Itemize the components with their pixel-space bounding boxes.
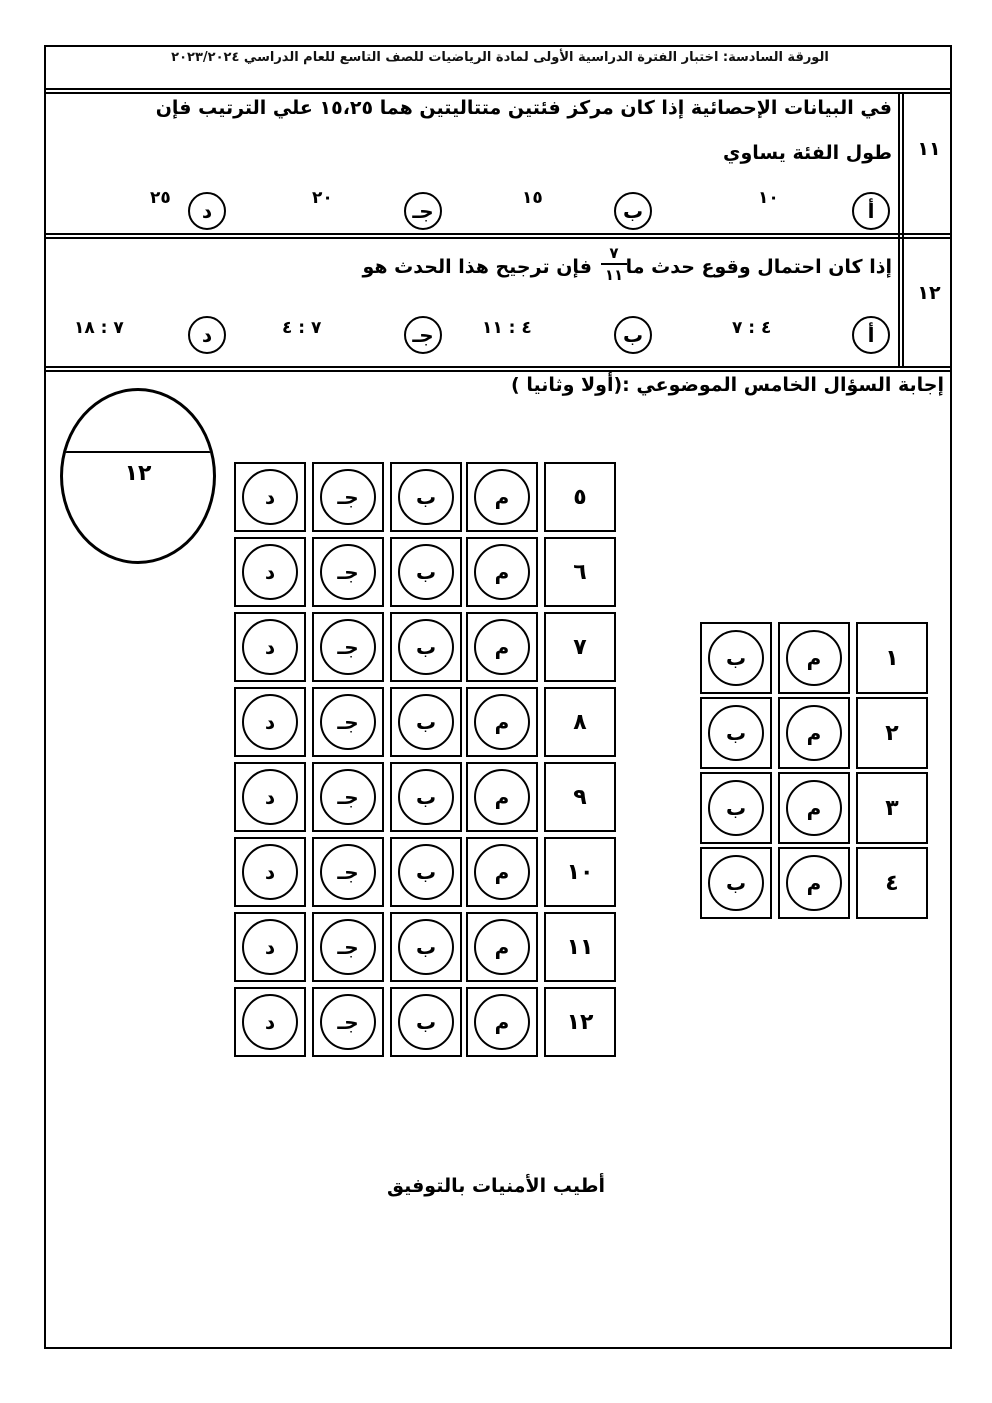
answer-choice-bubble[interactable]: ب	[398, 769, 454, 825]
answer-choice-cell	[778, 622, 850, 694]
answer-choice-bubble[interactable]: ب	[708, 780, 764, 836]
answer-choice-cell	[312, 612, 384, 682]
answer-choice-bubble[interactable]: جـ	[320, 994, 376, 1050]
answer-choice-cell	[234, 462, 306, 532]
option-letter-circle[interactable]: د	[188, 316, 226, 354]
answer-choice-cell	[700, 697, 772, 769]
answer-choice-bubble[interactable]: م	[786, 780, 842, 836]
fraction-numerator: ٧	[601, 244, 627, 265]
option-letter-circle[interactable]: ب	[614, 192, 652, 230]
answer-choice-bubble[interactable]: م	[474, 919, 530, 975]
section-divider-double	[44, 370, 952, 372]
answer-choice-bubble[interactable]: ب	[398, 469, 454, 525]
answer-choice-bubble[interactable]: جـ	[320, 619, 376, 675]
option-value: ١٥	[522, 188, 543, 208]
answer-choice-bubble[interactable]: م	[474, 694, 530, 750]
question-divider-double	[44, 237, 952, 239]
answer-choice-bubble[interactable]: جـ	[320, 844, 376, 900]
answer-choice-bubble[interactable]: م	[786, 630, 842, 686]
answer-choice-cell	[234, 837, 306, 907]
answer-row-number: ٤	[856, 847, 928, 919]
page-header: الورقة السادسة: اختبار الفترة الدراسية الأولى لمادة الرياضيات للصف التاسع للعام الدراسي ٢٠٢٣/٢٠٢٤	[171, 50, 829, 65]
answer-choice-cell	[390, 987, 462, 1057]
answer-choice-cell	[312, 987, 384, 1057]
answer-choice-bubble[interactable]: م	[474, 994, 530, 1050]
answer-choice-cell	[466, 987, 538, 1057]
answer-choice-cell	[234, 612, 306, 682]
question-number: ١٢	[917, 282, 941, 304]
answer-choice-bubble[interactable]: م	[786, 705, 842, 761]
answer-section-title: إجابة السؤال الخامس الموضوعي :(أولا وثانيا )	[511, 374, 944, 396]
answer-choice-cell	[234, 762, 306, 832]
answer-choice-bubble[interactable]: م	[474, 769, 530, 825]
header-divider	[44, 88, 952, 90]
fraction	[601, 244, 627, 284]
answer-choice-bubble[interactable]: م	[474, 844, 530, 900]
option-letter-circle[interactable]: جـ	[404, 192, 442, 230]
answer-choice-cell	[312, 912, 384, 982]
answer-choice-bubble[interactable]: م	[474, 469, 530, 525]
answer-choice-cell	[466, 537, 538, 607]
answer-choice-cell	[234, 987, 306, 1057]
answer-row-number: ٦	[544, 537, 616, 607]
answer-choice-cell	[778, 697, 850, 769]
score-value: ١٢	[124, 461, 152, 486]
section-divider	[44, 366, 952, 368]
answer-choice-bubble[interactable]: م	[474, 619, 530, 675]
answer-row-number: ٧	[544, 612, 616, 682]
answer-choice-bubble[interactable]: ب	[708, 855, 764, 911]
answer-row-number: ٢	[856, 697, 928, 769]
answer-choice-bubble[interactable]: د	[242, 544, 298, 600]
question-text: فإن ترجيح هذا الحدث هو	[362, 256, 592, 278]
answer-choice-bubble[interactable]: جـ	[320, 919, 376, 975]
header-divider-double	[44, 92, 952, 94]
answer-choice-cell	[700, 847, 772, 919]
answer-choice-cell	[312, 837, 384, 907]
answer-choice-cell	[390, 612, 462, 682]
answer-choice-cell	[312, 687, 384, 757]
answer-choice-bubble[interactable]: د	[242, 769, 298, 825]
answer-choice-bubble[interactable]: جـ	[320, 544, 376, 600]
option-letter-circle[interactable]: أ	[852, 192, 890, 230]
answer-row-number: ١	[856, 622, 928, 694]
option-value: ٢٥	[150, 188, 171, 208]
option-value: ١٠	[758, 188, 779, 208]
question-text: طول الفئة يساوي	[723, 142, 892, 164]
answer-row-number: ١٢	[544, 987, 616, 1057]
answer-choice-bubble[interactable]: ب	[398, 619, 454, 675]
answer-choice-bubble[interactable]: جـ	[320, 469, 376, 525]
answer-choice-bubble[interactable]: م	[786, 855, 842, 911]
answer-choice-bubble[interactable]: ب	[398, 844, 454, 900]
answer-choice-cell	[700, 772, 772, 844]
answer-choice-cell	[312, 537, 384, 607]
answer-choice-bubble[interactable]: د	[242, 844, 298, 900]
answer-choice-cell	[778, 772, 850, 844]
answer-choice-cell	[390, 762, 462, 832]
answer-choice-bubble[interactable]: جـ	[320, 769, 376, 825]
answer-choice-cell	[234, 537, 306, 607]
answer-choice-bubble[interactable]: ب	[708, 630, 764, 686]
answer-choice-cell	[312, 762, 384, 832]
answer-choice-bubble[interactable]: ب	[398, 919, 454, 975]
answer-row-number: ٨	[544, 687, 616, 757]
question-divider	[44, 233, 952, 235]
answer-row-number: ٣	[856, 772, 928, 844]
number-column-line	[898, 92, 900, 368]
answer-choice-cell	[466, 762, 538, 832]
answer-choice-cell	[700, 622, 772, 694]
answer-choice-bubble[interactable]: د	[242, 469, 298, 525]
answer-choice-bubble[interactable]: د	[242, 694, 298, 750]
answer-choice-cell	[390, 837, 462, 907]
answer-choice-cell	[234, 687, 306, 757]
answer-choice-cell	[390, 537, 462, 607]
answer-row-number: ١١	[544, 912, 616, 982]
answer-choice-cell	[390, 687, 462, 757]
answer-choice-bubble[interactable]: م	[474, 544, 530, 600]
answer-choice-cell	[390, 462, 462, 532]
answer-choice-bubble[interactable]: جـ	[320, 694, 376, 750]
answer-choice-cell	[466, 687, 538, 757]
answer-choice-bubble[interactable]: د	[242, 619, 298, 675]
answer-choice-bubble[interactable]: ب	[398, 994, 454, 1050]
answer-choice-bubble[interactable]: ب	[398, 544, 454, 600]
score-divider	[63, 451, 213, 453]
option-value: ٧ : ٤	[282, 318, 322, 338]
answer-choice-bubble[interactable]: ب	[708, 705, 764, 761]
answer-choice-cell	[234, 912, 306, 982]
answer-choice-cell	[312, 462, 384, 532]
answer-choice-cell	[390, 912, 462, 982]
option-value: ٤ : ١١	[482, 318, 532, 338]
question-text: في البيانات الإحصائية إذا كان مركز فئتين متتاليتين هما ١٥،٢٥ علي الترتيب فإن	[155, 97, 892, 119]
answer-choice-cell	[466, 612, 538, 682]
answer-choice-bubble[interactable]: ب	[398, 694, 454, 750]
option-letter-circle[interactable]: أ	[852, 316, 890, 354]
option-letter-circle[interactable]: ب	[614, 316, 652, 354]
answer-choice-cell	[466, 912, 538, 982]
answer-choice-cell	[466, 462, 538, 532]
score-ellipse	[60, 388, 216, 564]
option-letter-circle[interactable]: د	[188, 192, 226, 230]
option-value: ٢٠	[312, 188, 333, 208]
answer-choice-bubble[interactable]: د	[242, 919, 298, 975]
closing-message: أطيب الأمنيات بالتوفيق	[386, 1175, 606, 1197]
answer-row-number: ٥	[544, 462, 616, 532]
answer-choice-cell	[466, 837, 538, 907]
answer-choice-cell	[778, 847, 850, 919]
question-text: إذا كان احتمال وقوع حدث ما	[625, 256, 892, 278]
answer-choice-bubble[interactable]: د	[242, 994, 298, 1050]
answer-row-number: ٩	[544, 762, 616, 832]
option-letter-circle[interactable]: جـ	[404, 316, 442, 354]
answer-row-number: ١٠	[544, 837, 616, 907]
number-column-line-double	[902, 92, 904, 368]
option-value: ٧ : ١٨	[74, 318, 124, 338]
question-number: ١١	[917, 138, 941, 160]
option-value: ٤ : ٧	[732, 318, 772, 338]
fraction-denominator: ١١	[604, 266, 624, 284]
